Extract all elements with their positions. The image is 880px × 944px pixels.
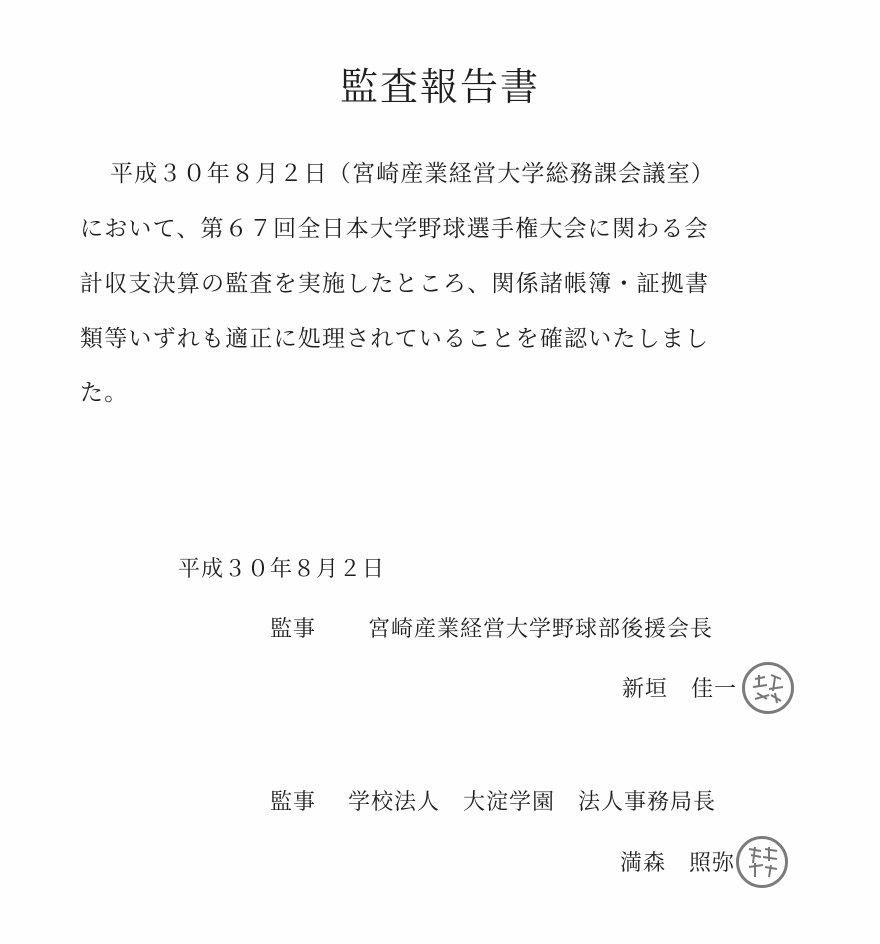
body-line: 類等いずれも適正に処理されていることを確認いたしまし: [80, 326, 710, 352]
auditor-name: 満森 照弥: [620, 851, 736, 876]
seal-stamp-icon: [736, 836, 788, 888]
document-title: 監査報告書: [339, 65, 540, 109]
auditor-organization: 学校法人 大淀学園 法人事務局長: [348, 790, 717, 815]
signature-date: 平成３０年８月２日: [178, 557, 386, 582]
auditor-organization: 宮崎産業経営大学野球部後援会長: [368, 617, 714, 642]
body-line: において、第６７回全日本大学野球選手権大会に関わる会: [80, 216, 709, 242]
seal-stamp-icon: [742, 662, 794, 714]
body-line: 計収支決算の監査を実施したところ、関係諸帳簿・証拠書: [80, 271, 710, 297]
body-line: 平成３０年８月２日（宮崎産業経営大学総務課会議室）: [110, 161, 715, 187]
auditor-role: 監事: [270, 790, 317, 815]
auditor-name: 新垣 佳一: [622, 677, 738, 702]
body-line: た。: [80, 380, 129, 406]
auditor-role: 監事: [270, 617, 317, 642]
